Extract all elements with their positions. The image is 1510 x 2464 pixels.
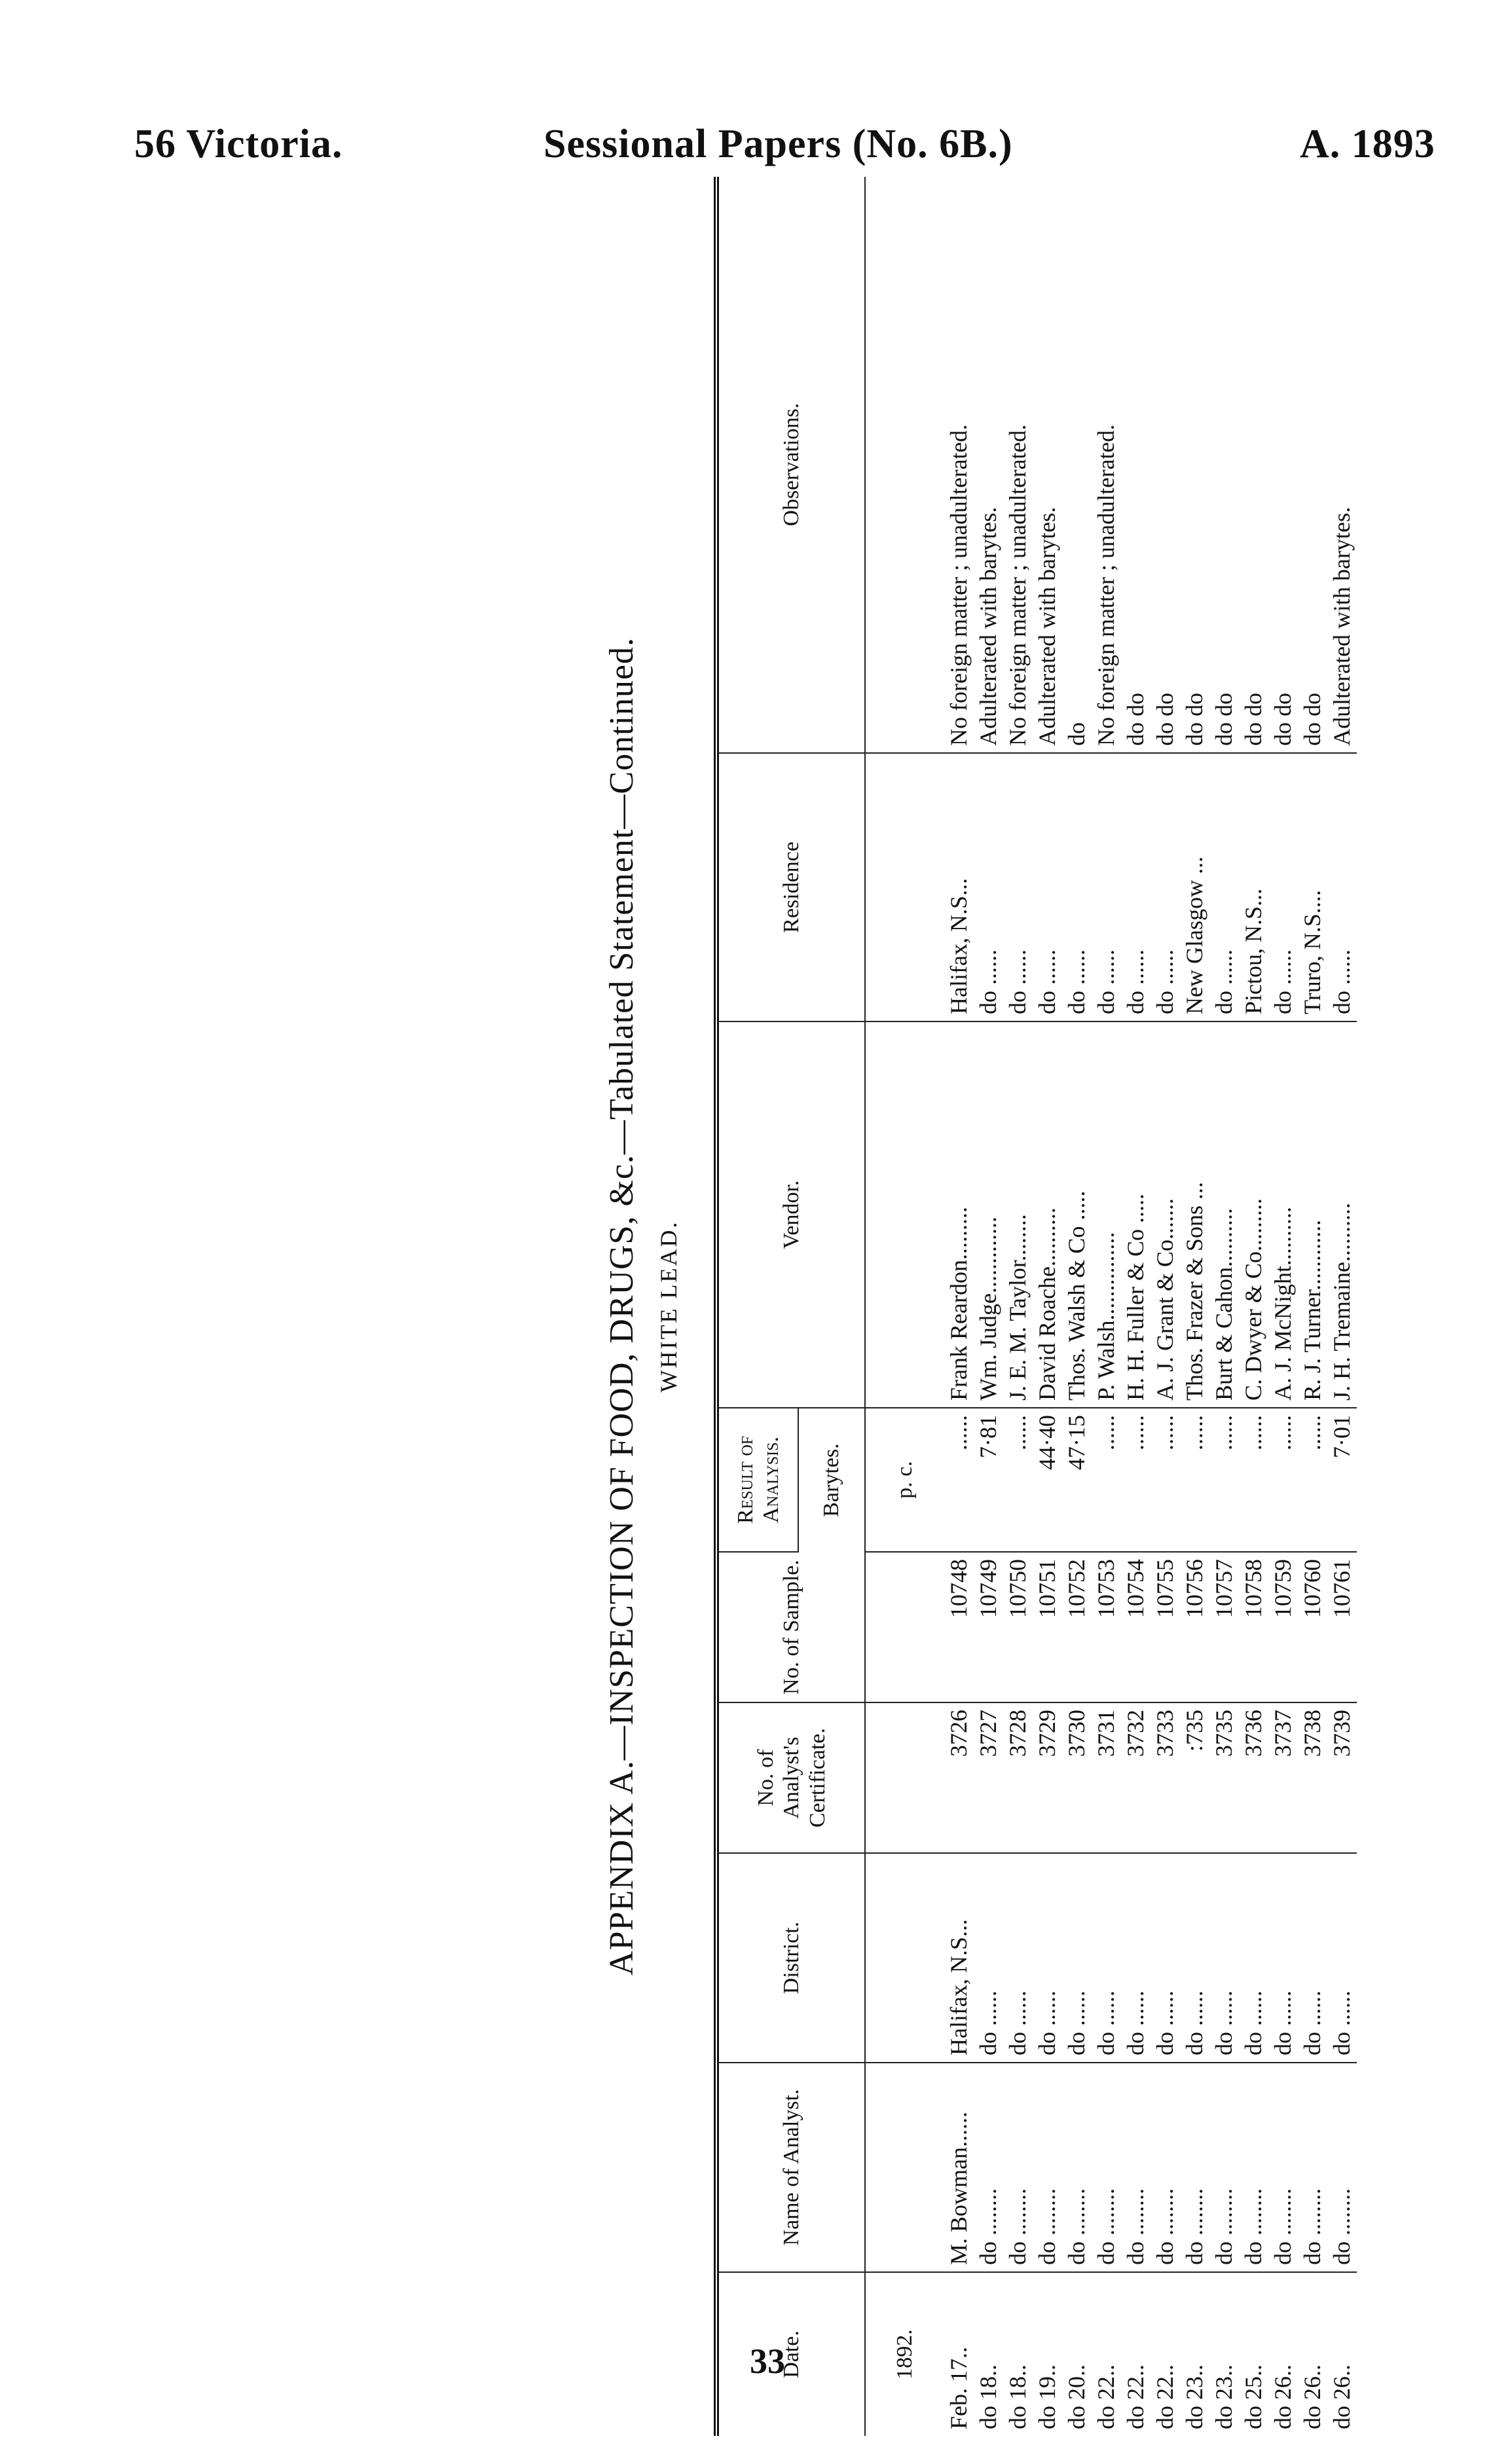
col-barytes: Barytes.	[798, 1408, 865, 1552]
sample-cell: 10750	[1003, 1552, 1033, 1702]
vendor-cell: A. J. McNight..........	[1268, 1021, 1298, 1408]
district-cell: do ......	[1121, 1853, 1151, 2063]
sample-cell: 10756	[1180, 1552, 1209, 1702]
table-row	[1003, 177, 1033, 2436]
certificate-cell: 3733	[1151, 1702, 1180, 1853]
analyst-cell: do ........	[1180, 2063, 1209, 2272]
district-cell: do ......	[1327, 1853, 1357, 2063]
sample-cell: 10748	[944, 1552, 974, 1702]
col-sample: No. of Sample.	[716, 1552, 865, 1702]
table-row	[1092, 177, 1121, 2436]
vendor-cell: Thos. Frazer & Sons ...	[1180, 1021, 1209, 1408]
vendor-cell: Burt & Cahon..........	[1209, 1021, 1239, 1408]
observation-cell: do	[1062, 177, 1092, 753]
certificate-cell: 3732	[1121, 1702, 1151, 1853]
observation-cell: do do	[1268, 177, 1298, 753]
table-row	[1327, 177, 1357, 2436]
district-cell: do ......	[1151, 1853, 1180, 2063]
analyst-cell: do ........	[1268, 2063, 1298, 2272]
date-cell: do 23..	[1211, 2364, 1237, 2429]
residence-cell: do ......	[1121, 753, 1151, 1021]
date-cell: do 26..	[1329, 2364, 1355, 2429]
analyst-cell: do ........	[1327, 2063, 1357, 2272]
residence-cell: Pictou, N.S...	[1239, 753, 1268, 1021]
analyst-cell: do ........	[1033, 2063, 1062, 2272]
table-sheet	[602, 177, 1447, 2436]
district-cell: Halifax, N.S...	[944, 1853, 974, 2063]
table-row	[1121, 177, 1151, 2436]
date-cell: do 20..	[1063, 2364, 1090, 2429]
vendor-cell: Thos. Walsh & Co .....	[1062, 1021, 1092, 1408]
unit-cell: p. c.	[865, 1408, 944, 1552]
table-row	[1209, 177, 1239, 2436]
observation-cell: do do	[1209, 177, 1239, 753]
barytes-cell: ......	[1092, 1408, 1121, 1552]
date-cell: do 26..	[1270, 2364, 1296, 2429]
certificate-cell: 3727	[974, 1702, 1003, 1853]
vendor-cell: Frank Reardon.........	[944, 1021, 974, 1408]
col-vendor: Vendor.	[716, 1021, 865, 1408]
sample-cell: 10755	[1151, 1552, 1180, 1702]
vendor-cell: H. H. Fuller & Co .....	[1121, 1021, 1151, 1408]
district-cell: do ......	[1298, 1853, 1327, 2063]
observation-cell: No foreign matter ; unadulterated.	[944, 177, 974, 753]
observation-cell: Adulterated with barytes.	[1327, 177, 1357, 753]
white-lead-table	[714, 177, 1357, 2436]
analyst-cell: do ........	[1062, 2063, 1092, 2272]
page-number: 33	[750, 2342, 785, 2381]
table-row	[1239, 177, 1268, 2436]
col-date: Date.	[716, 2272, 865, 2436]
district-cell: do ......	[1268, 1853, 1298, 2063]
barytes-cell: 44·40	[1033, 1408, 1062, 1552]
certificate-cell: 3728	[1003, 1702, 1033, 1853]
residence-cell: do ......	[1062, 753, 1092, 1021]
date-cell: do 25..	[1240, 2364, 1266, 2429]
barytes-cell: ......	[1121, 1408, 1151, 1552]
date-cell: do 19..	[1034, 2364, 1060, 2429]
district-cell: do ......	[1033, 1853, 1062, 2063]
sample-cell: 10757	[1209, 1552, 1239, 1702]
district-cell: do ......	[1062, 1853, 1092, 2063]
sample-cell: 10752	[1062, 1552, 1092, 1702]
vendor-cell: C. Dwyer & Co.........	[1239, 1021, 1268, 1408]
barytes-cell: 47·15	[1062, 1408, 1092, 1552]
district-cell: do ......	[1092, 1853, 1121, 2063]
observation-cell: do do	[1298, 177, 1327, 753]
district-cell: do ......	[1180, 1853, 1209, 2063]
analyst-cell: do ........	[1003, 2063, 1033, 2272]
header-right: A. 1893	[1300, 122, 1435, 166]
barytes-cell: ......	[1151, 1408, 1180, 1552]
residence-cell: Halifax, N.S...	[944, 753, 974, 1021]
date-cell: Feb. 17..	[946, 2347, 972, 2429]
residence-cell: do ......	[1209, 753, 1239, 1021]
analyst-cell: do ........	[1151, 2063, 1180, 2272]
residence-cell: do ......	[1033, 753, 1062, 1021]
observation-cell: do do	[1180, 177, 1209, 753]
sample-cell: 10758	[1239, 1552, 1268, 1702]
observation-cell: Adulterated with barytes.	[1033, 177, 1062, 753]
certificate-cell: 3737	[1268, 1702, 1298, 1853]
table-row	[1151, 177, 1180, 2436]
header-center: Sessional Papers (No. 6B.)	[543, 122, 1013, 166]
table-row	[1062, 177, 1092, 2436]
sample-cell: 10760	[1298, 1552, 1327, 1702]
sample-cell: 10753	[1092, 1552, 1121, 1702]
analyst-cell: do ........	[1298, 2063, 1327, 2272]
col-residence: Residence	[716, 753, 865, 1021]
header-row	[716, 177, 798, 2436]
vendor-cell: J. H. Tremaine..........	[1327, 1021, 1357, 1408]
analyst-cell: do ........	[1121, 2063, 1151, 2272]
date-cell: do 22..	[1122, 2364, 1149, 2429]
vendor-cell: A. J. Grant & Co.......	[1151, 1021, 1180, 1408]
observation-cell: No foreign matter ; unadulterated.	[1092, 177, 1121, 753]
table-subtitle: WHITE LEAD.	[655, 1220, 682, 1393]
date-cell: do 18..	[975, 2364, 1001, 2429]
observation-cell: No foreign matter ; unadulterated.	[1003, 177, 1033, 753]
col-district: District.	[716, 1853, 865, 2063]
header-left: 56 Victoria.	[134, 122, 343, 166]
certificate-cell: 3731	[1092, 1702, 1121, 1853]
certificate-cell: 3730	[1062, 1702, 1092, 1853]
date-cell: do 26..	[1299, 2364, 1325, 2429]
sample-cell: 10761	[1327, 1552, 1357, 1702]
analyst-cell: do ........	[1239, 2063, 1268, 2272]
year-cell: 1892.	[893, 2329, 917, 2380]
residence-cell: do ......	[1092, 753, 1121, 1021]
sample-cell: 10749	[974, 1552, 1003, 1702]
barytes-cell: ......	[1180, 1408, 1209, 1552]
vendor-cell: R. J. Turner............	[1298, 1021, 1327, 1408]
residence-cell: Truro, N.S....	[1298, 753, 1327, 1021]
year-row	[865, 177, 944, 2436]
district-cell: do ......	[974, 1853, 1003, 2063]
sample-cell: 10759	[1268, 1552, 1298, 1702]
barytes-cell: 7·01	[1327, 1408, 1357, 1552]
barytes-cell: 7·81	[974, 1408, 1003, 1552]
vendor-cell: Wm. Judge.............	[974, 1021, 1003, 1408]
date-cell: do 22..	[1093, 2364, 1119, 2429]
observation-cell: do do	[1151, 177, 1180, 753]
table-body	[865, 177, 1357, 2436]
page-title: APPENDIX A.—INSPECTION OF FOOD, DRUGS, &c.—Tabulated Statement—Continued.	[603, 637, 640, 1976]
analyst-cell: do ........	[974, 2063, 1003, 2272]
analyst-cell: do ........	[1209, 2063, 1239, 2272]
table-row	[1298, 177, 1327, 2436]
certificate-cell: 3736	[1239, 1702, 1268, 1853]
observation-cell: Adulterated with barytes.	[974, 177, 1003, 753]
residence-cell: do ......	[1151, 753, 1180, 1021]
table-row	[944, 177, 974, 2436]
analyst-cell: do ........	[1092, 2063, 1121, 2272]
sample-cell: 10754	[1121, 1552, 1151, 1702]
col-analyst: Name of Analyst.	[716, 2063, 865, 2272]
residence-cell: do ......	[1268, 753, 1298, 1021]
table-row	[974, 177, 1003, 2436]
residence-cell: do ......	[1003, 753, 1033, 1021]
certificate-cell: 3729	[1033, 1702, 1062, 1853]
residence-cell: New Glasgow ...	[1180, 753, 1209, 1021]
table-row	[1033, 177, 1062, 2436]
certificate-cell: 3735	[1209, 1702, 1239, 1853]
barytes-cell: ......	[1003, 1408, 1033, 1552]
observation-cell: do do	[1121, 177, 1151, 753]
date-cell: do 22..	[1152, 2364, 1178, 2429]
residence-cell: do ......	[1327, 753, 1357, 1021]
district-cell: do ......	[1003, 1853, 1033, 2063]
barytes-cell: ......	[1298, 1408, 1327, 1552]
certificate-cell: 3726	[944, 1702, 974, 1853]
certificate-cell: 3739	[1327, 1702, 1357, 1853]
vendor-cell: J. E. M. Taylor........	[1003, 1021, 1033, 1408]
vendor-cell: David Roache..........	[1033, 1021, 1062, 1408]
table-row	[1268, 177, 1298, 2436]
date-cell: do 23..	[1181, 2364, 1207, 2429]
col-result: Result of Analysis.	[716, 1408, 798, 1552]
col-observations: Observations.	[716, 177, 865, 753]
table-row	[1180, 177, 1209, 2436]
analyst-cell: M. Bowman......	[944, 2063, 974, 2272]
residence-cell: do ......	[974, 753, 1003, 1021]
barytes-cell: ......	[1268, 1408, 1298, 1552]
certificate-cell: :735	[1180, 1702, 1209, 1853]
sample-cell: 10751	[1033, 1552, 1062, 1702]
barytes-cell: ......	[1239, 1408, 1268, 1552]
barytes-cell: ......	[944, 1408, 974, 1552]
date-cell: do 18..	[1004, 2364, 1031, 2429]
barytes-cell: ......	[1209, 1408, 1239, 1552]
col-certificate: No. of Analyst's Certificate.	[716, 1702, 865, 1853]
certificate-cell: 3738	[1298, 1702, 1327, 1853]
district-cell: do ......	[1239, 1853, 1268, 2063]
observation-cell: do do	[1239, 177, 1268, 753]
vendor-cell: P. Walsh...............	[1092, 1021, 1121, 1408]
district-cell: do ......	[1209, 1853, 1239, 2063]
